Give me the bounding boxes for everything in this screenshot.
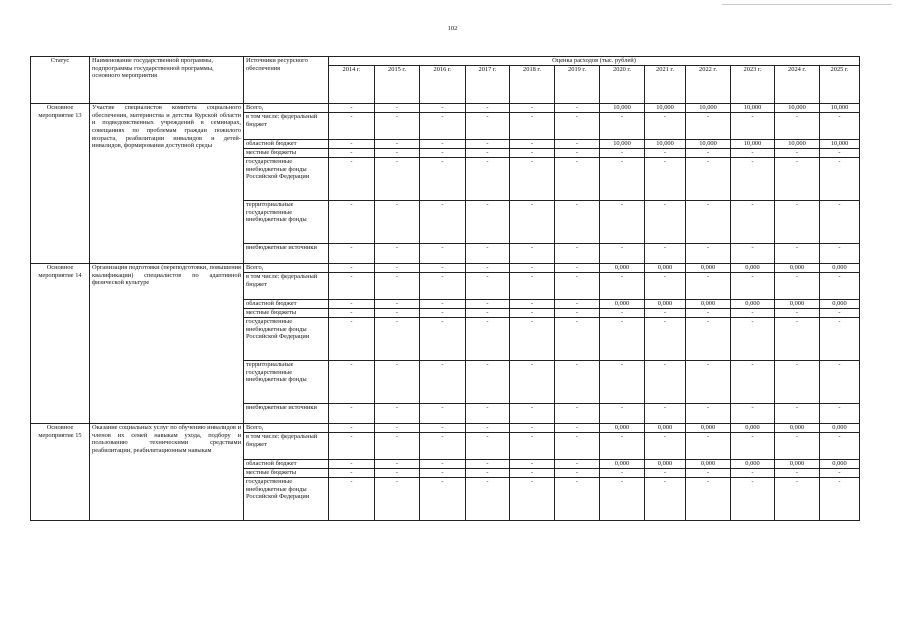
amount-cell: - (375, 404, 420, 424)
amount-cell: - (820, 404, 860, 424)
amount-cell: - (731, 433, 775, 460)
header-estimate: Оценка расходов (тыс. рублей) (329, 57, 860, 66)
header-name: Наименование государственной программы, подпрограммы государственной программы, основного мероприятия (90, 57, 244, 104)
funding-source: территориальные государственные внебюджетные фонды (244, 201, 329, 244)
amount-cell: - (420, 478, 466, 521)
amount-cell: - (510, 300, 555, 309)
amount-cell: 0,000 (645, 264, 686, 273)
header-year: 2017 г. (466, 66, 510, 104)
header-year: 2022 г. (686, 66, 731, 104)
amount-cell: - (420, 113, 466, 140)
funding-source: Всего, (244, 264, 329, 273)
amount-cell: 10,000 (645, 104, 686, 113)
amount-cell: - (420, 309, 466, 318)
amount-cell: - (731, 309, 775, 318)
amount-cell: 0,000 (775, 300, 820, 309)
amount-cell: - (820, 309, 860, 318)
amount-cell: - (510, 158, 555, 201)
amount-cell: - (645, 433, 686, 460)
header-status: Статус (31, 57, 90, 104)
header-year: 2014 г. (329, 66, 375, 104)
amount-cell: - (466, 201, 510, 244)
amount-cell: - (329, 104, 375, 113)
amount-cell: - (600, 361, 645, 404)
amount-cell: - (375, 460, 420, 469)
amount-cell: - (420, 158, 466, 201)
amount-cell: - (510, 140, 555, 149)
amount-cell: - (466, 104, 510, 113)
amount-cell: - (329, 113, 375, 140)
amount-cell: - (420, 424, 466, 433)
amount-cell: 10,000 (820, 104, 860, 113)
amount-cell: - (375, 140, 420, 149)
amount-cell: - (420, 140, 466, 149)
amount-cell: - (375, 309, 420, 318)
amount-cell: - (820, 478, 860, 521)
amount-cell: - (329, 309, 375, 318)
amount-cell: - (686, 318, 731, 361)
amount-cell: - (375, 244, 420, 264)
amount-cell: - (645, 404, 686, 424)
amount-cell: 0,000 (731, 264, 775, 273)
amount-cell: - (375, 424, 420, 433)
amount-cell: - (686, 244, 731, 264)
amount-cell: - (775, 318, 820, 361)
amount-cell: - (555, 244, 600, 264)
amount-cell: - (375, 158, 420, 201)
amount-cell: 10,000 (686, 140, 731, 149)
amount-cell: 0,000 (731, 300, 775, 309)
amount-cell: - (645, 273, 686, 300)
amount-cell: 10,000 (820, 140, 860, 149)
amount-cell: - (645, 158, 686, 201)
amount-cell: - (375, 273, 420, 300)
header-year: 2023 г. (731, 66, 775, 104)
amount-cell: - (375, 113, 420, 140)
amount-cell: - (420, 460, 466, 469)
amount-cell: 0,000 (600, 300, 645, 309)
amount-cell: - (820, 158, 860, 201)
amount-cell: - (555, 318, 600, 361)
amount-cell: - (775, 404, 820, 424)
amount-cell: 10,000 (731, 140, 775, 149)
funding-source: в том числе: федеральный бюджет (244, 433, 329, 460)
amount-cell: - (686, 469, 731, 478)
funding-source: местные бюджеты (244, 309, 329, 318)
amount-cell: - (510, 460, 555, 469)
amount-cell: - (600, 113, 645, 140)
header-year: 2019 г. (555, 66, 600, 104)
amount-cell: - (555, 404, 600, 424)
amount-cell: - (555, 361, 600, 404)
amount-cell: - (329, 201, 375, 244)
amount-cell: - (375, 478, 420, 521)
amount-cell: - (466, 264, 510, 273)
amount-cell: - (510, 201, 555, 244)
amount-cell: - (510, 273, 555, 300)
amount-cell: - (820, 318, 860, 361)
amount-cell: - (420, 149, 466, 158)
amount-cell: - (510, 264, 555, 273)
header-year: 2020 г. (600, 66, 645, 104)
amount-cell: - (466, 244, 510, 264)
amount-cell: - (775, 478, 820, 521)
amount-cell: - (466, 113, 510, 140)
amount-cell: - (466, 424, 510, 433)
budget-table (30, 56, 860, 521)
amount-cell: 0,000 (686, 300, 731, 309)
amount-cell: - (466, 158, 510, 201)
amount-cell: - (775, 469, 820, 478)
amount-cell: - (686, 478, 731, 521)
amount-cell: - (375, 433, 420, 460)
funding-source: государственные внебюджетные фонды Российской Федерации (244, 158, 329, 201)
amount-cell: - (420, 433, 466, 460)
amount-cell: - (510, 149, 555, 158)
amount-cell: - (510, 469, 555, 478)
funding-source: Всего, (244, 424, 329, 433)
amount-cell: - (686, 113, 731, 140)
amount-cell: - (555, 433, 600, 460)
amount-cell: 0,000 (820, 424, 860, 433)
amount-cell: 0,000 (686, 424, 731, 433)
amount-cell: - (329, 318, 375, 361)
funding-source: местные бюджеты (244, 149, 329, 158)
amount-cell: - (466, 361, 510, 404)
amount-cell: - (775, 244, 820, 264)
amount-cell: - (686, 404, 731, 424)
amount-cell: - (775, 273, 820, 300)
amount-cell: - (466, 433, 510, 460)
amount-cell: - (820, 244, 860, 264)
amount-cell: - (645, 469, 686, 478)
amount-cell: - (375, 149, 420, 158)
amount-cell: - (555, 478, 600, 521)
amount-cell: - (510, 113, 555, 140)
amount-cell: - (600, 149, 645, 158)
amount-cell: - (645, 113, 686, 140)
amount-cell: - (329, 264, 375, 273)
amount-cell: - (731, 244, 775, 264)
amount-cell: - (775, 113, 820, 140)
amount-cell: - (466, 318, 510, 361)
amount-cell: 10,000 (775, 140, 820, 149)
event-status: Основное мероприятие 13 (31, 104, 90, 264)
amount-cell: 0,000 (820, 460, 860, 469)
amount-cell: - (731, 113, 775, 140)
amount-cell: - (375, 104, 420, 113)
amount-cell: - (731, 404, 775, 424)
amount-cell: - (600, 404, 645, 424)
amount-cell: - (555, 460, 600, 469)
amount-cell: - (645, 318, 686, 361)
amount-cell: 10,000 (731, 104, 775, 113)
amount-cell: - (329, 149, 375, 158)
funding-source: в том числе: федеральный бюджет (244, 273, 329, 300)
amount-cell: - (731, 469, 775, 478)
amount-cell: - (420, 318, 466, 361)
amount-cell: - (645, 149, 686, 158)
amount-cell: - (420, 264, 466, 273)
event-status: Основное мероприятие 15 (31, 424, 90, 521)
event-name: Организация подготовки (переподготовки, повышения квалификации) специалистов по адаптивной физической культуре (90, 264, 244, 424)
amount-cell: - (329, 469, 375, 478)
amount-cell: 0,000 (775, 460, 820, 469)
amount-cell: - (329, 158, 375, 201)
amount-cell: - (555, 140, 600, 149)
amount-cell: - (510, 433, 555, 460)
amount-cell: - (820, 149, 860, 158)
page-number: 102 (447, 25, 458, 32)
scan-edge-line (722, 4, 892, 5)
amount-cell: 0,000 (731, 424, 775, 433)
funding-source: областной бюджет (244, 300, 329, 309)
amount-cell: - (466, 300, 510, 309)
amount-cell: - (731, 478, 775, 521)
amount-cell: - (600, 273, 645, 300)
table-row (31, 424, 860, 433)
amount-cell: - (329, 433, 375, 460)
amount-cell: - (466, 149, 510, 158)
amount-cell: - (420, 469, 466, 478)
amount-cell: - (420, 404, 466, 424)
amount-cell: 0,000 (820, 300, 860, 309)
amount-cell: - (466, 273, 510, 300)
event-status: Основное мероприятие 14 (31, 264, 90, 424)
event-name: Оказание социальных услуг по обучению инвалидов и членов их семей навыкам ухода, подбору и пользованию техническими средствами реабилитации, реабилитационным навыкам (90, 424, 244, 521)
amount-cell: - (820, 361, 860, 404)
amount-cell: - (329, 404, 375, 424)
amount-cell: - (820, 273, 860, 300)
amount-cell: 0,000 (645, 424, 686, 433)
amount-cell: - (731, 149, 775, 158)
amount-cell: - (329, 140, 375, 149)
amount-cell: - (600, 318, 645, 361)
funding-source: внебюджетные источники (244, 244, 329, 264)
amount-cell: 0,000 (775, 424, 820, 433)
amount-cell: - (329, 300, 375, 309)
amount-cell: - (600, 478, 645, 521)
amount-cell: - (555, 273, 600, 300)
amount-cell: - (645, 478, 686, 521)
amount-cell: - (555, 113, 600, 140)
amount-cell: - (329, 273, 375, 300)
header-year: 2015 г. (375, 66, 420, 104)
amount-cell: - (466, 460, 510, 469)
amount-cell: 10,000 (686, 104, 731, 113)
amount-cell: - (600, 244, 645, 264)
amount-cell: - (555, 104, 600, 113)
funding-source: местные бюджеты (244, 469, 329, 478)
amount-cell: 0,000 (600, 264, 645, 273)
amount-cell: - (686, 309, 731, 318)
amount-cell: - (686, 361, 731, 404)
header-year: 2024 г. (775, 66, 820, 104)
amount-cell: - (466, 469, 510, 478)
amount-cell: - (510, 478, 555, 521)
amount-cell: 0,000 (600, 424, 645, 433)
amount-cell: - (329, 244, 375, 264)
amount-cell: - (420, 201, 466, 244)
funding-source: государственные внебюджетные фонды Российской Федерации (244, 478, 329, 521)
amount-cell: 0,000 (686, 460, 731, 469)
amount-cell: - (420, 361, 466, 404)
funding-source: в том числе: федеральный бюджет (244, 113, 329, 140)
amount-cell: - (466, 140, 510, 149)
funding-source: государственные внебюджетные фонды Российской Федерации (244, 318, 329, 361)
funding-source: территориальные государственные внебюджетные фонды (244, 361, 329, 404)
amount-cell: - (731, 361, 775, 404)
amount-cell: - (600, 158, 645, 201)
amount-cell: - (555, 424, 600, 433)
amount-cell: - (775, 158, 820, 201)
amount-cell: 0,000 (645, 460, 686, 469)
amount-cell: - (686, 149, 731, 158)
amount-cell: 10,000 (645, 140, 686, 149)
amount-cell: - (510, 244, 555, 264)
amount-cell: - (555, 158, 600, 201)
amount-cell: - (510, 104, 555, 113)
event-name: Участие специалистов комитета социального обеспечения, материнства и детства Курской области и подведомственных учреждений в семинарах, совещаниях по проблемам граждан пожилого возраста, реабилитации инвалидов и детей-инвалидов, формирования доступной среды (90, 104, 244, 264)
amount-cell: 0,000 (645, 300, 686, 309)
amount-cell: - (510, 318, 555, 361)
amount-cell: - (510, 404, 555, 424)
amount-cell: - (686, 201, 731, 244)
amount-cell: - (645, 361, 686, 404)
amount-cell: - (555, 264, 600, 273)
amount-cell: - (375, 469, 420, 478)
amount-cell: 0,000 (820, 264, 860, 273)
amount-cell: - (375, 318, 420, 361)
amount-cell: - (645, 244, 686, 264)
amount-cell: - (820, 201, 860, 244)
amount-cell: - (420, 273, 466, 300)
amount-cell: - (775, 433, 820, 460)
amount-cell: - (686, 433, 731, 460)
amount-cell: - (820, 113, 860, 140)
amount-cell: 0,000 (600, 460, 645, 469)
amount-cell: - (329, 361, 375, 404)
amount-cell: - (820, 433, 860, 460)
amount-cell: 10,000 (775, 104, 820, 113)
funding-source: областной бюджет (244, 460, 329, 469)
amount-cell: - (375, 264, 420, 273)
amount-cell: - (600, 433, 645, 460)
amount-cell: - (420, 244, 466, 264)
amount-cell: - (466, 404, 510, 424)
header-year: 2025 г. (820, 66, 860, 104)
table-row (31, 104, 860, 113)
amount-cell: 10,000 (600, 104, 645, 113)
amount-cell: - (775, 149, 820, 158)
amount-cell: - (645, 309, 686, 318)
amount-cell: - (600, 201, 645, 244)
amount-cell: - (329, 460, 375, 469)
funding-source: внебюджетные источники (244, 404, 329, 424)
amount-cell: 0,000 (731, 460, 775, 469)
amount-cell: - (555, 201, 600, 244)
amount-cell: - (600, 469, 645, 478)
amount-cell: - (510, 361, 555, 404)
amount-cell: - (686, 273, 731, 300)
table-row (31, 264, 860, 273)
funding-source: Всего, (244, 104, 329, 113)
amount-cell: - (555, 469, 600, 478)
amount-cell: - (820, 469, 860, 478)
amount-cell: - (775, 201, 820, 244)
amount-cell: - (731, 201, 775, 244)
amount-cell: - (731, 273, 775, 300)
amount-cell: 0,000 (686, 264, 731, 273)
amount-cell: - (375, 361, 420, 404)
header-year: 2018 г. (510, 66, 555, 104)
amount-cell: - (375, 201, 420, 244)
header-source: Источники ресурсного обеспечения (244, 57, 329, 104)
header-year: 2016 г. (420, 66, 466, 104)
header-year: 2021 г. (645, 66, 686, 104)
amount-cell: - (555, 309, 600, 318)
amount-cell: - (420, 104, 466, 113)
amount-cell: - (420, 300, 466, 309)
amount-cell: - (775, 361, 820, 404)
amount-cell: - (731, 318, 775, 361)
amount-cell: - (555, 300, 600, 309)
amount-cell: - (731, 158, 775, 201)
amount-cell: - (466, 309, 510, 318)
funding-source: областной бюджет (244, 140, 329, 149)
amount-cell: - (329, 478, 375, 521)
amount-cell: 0,000 (775, 264, 820, 273)
amount-cell: - (466, 478, 510, 521)
amount-cell: - (645, 201, 686, 244)
amount-cell: - (686, 158, 731, 201)
amount-cell: - (555, 149, 600, 158)
amount-cell: 10,000 (600, 140, 645, 149)
amount-cell: - (510, 309, 555, 318)
amount-cell: - (510, 424, 555, 433)
amount-cell: - (375, 300, 420, 309)
amount-cell: - (775, 309, 820, 318)
amount-cell: - (600, 309, 645, 318)
amount-cell: - (329, 424, 375, 433)
